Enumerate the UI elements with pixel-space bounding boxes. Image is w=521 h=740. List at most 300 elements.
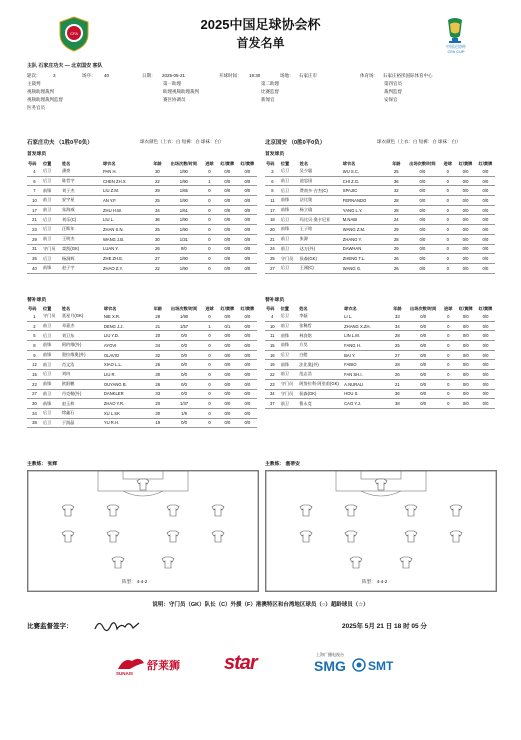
table-cell: 后卫 — [42, 225, 61, 235]
table-cell: 守门员 — [280, 254, 299, 264]
table-cell: YU R.H. — [103, 418, 150, 428]
table-cell: 0/0 — [456, 389, 476, 399]
table-cell: 0 — [440, 176, 455, 186]
table-cell: 25 — [149, 196, 166, 206]
table-cell: 0/0 — [405, 360, 441, 370]
table-cell: 0/0 — [404, 205, 440, 215]
home-coach: 主教练： 张辉 — [27, 462, 58, 467]
table-cell: 30 — [150, 408, 167, 418]
table-cell: 0/0 — [476, 215, 495, 225]
table-cell: 0/0 — [456, 312, 476, 321]
table-cell: 0/0 — [455, 196, 476, 206]
table-cell: 0/0 — [238, 408, 257, 418]
table-cell: 29 — [27, 234, 42, 244]
table-cell: 侯森(GK) — [298, 389, 343, 399]
table-cell: 前卫 — [42, 234, 61, 244]
table-cell: 29 — [388, 244, 404, 254]
table-cell: 0/0 — [405, 321, 441, 331]
table-cell: 0/0 — [238, 399, 257, 409]
fourth-official-label: 第四官员 — [384, 81, 402, 86]
table-cell: 1/57 — [166, 321, 202, 331]
table-cell: 10 — [265, 321, 280, 331]
table-cell: 0/0 — [456, 350, 476, 360]
table-cell: 0/0 — [217, 225, 238, 235]
table-cell: 后卫 — [280, 312, 299, 321]
table-cell: ZHE ZH.E. — [102, 254, 149, 264]
table-cell: 0 — [202, 370, 217, 380]
table-cell: 0/0 — [404, 176, 440, 186]
table-cell: 4 — [27, 167, 42, 176]
table-cell: 24 — [388, 215, 404, 225]
table-cell: 0/0 — [217, 370, 238, 380]
table-cell: 0/0 — [404, 244, 440, 254]
table-cell: FANG H. — [343, 341, 389, 351]
table-cell: 1/90 — [166, 263, 202, 273]
table-cell: 22 — [149, 263, 166, 273]
table-cell: 37 — [265, 399, 280, 409]
table-cell: 0 — [440, 205, 455, 215]
table-cell: 1/90 — [166, 215, 202, 225]
home-formation-pitch — [27, 470, 259, 592]
table-cell: 前卫 — [42, 321, 61, 331]
table-cell: 0/0 — [217, 254, 238, 264]
table-cell: 前卫 — [42, 360, 61, 370]
table-cell: 守门员 — [42, 312, 61, 321]
table-cell: 0/0 — [217, 408, 238, 418]
table-row — [265, 176, 495, 186]
table-cell: 0/0 — [404, 186, 440, 196]
table-cell: 20 — [150, 331, 167, 341]
table-cell: 1 — [202, 321, 217, 331]
table-row — [27, 408, 257, 418]
table-cell: 1/90 — [166, 225, 202, 235]
table-row — [27, 350, 257, 360]
table-cell: 0/0 — [455, 225, 476, 235]
table-cell: OLAVIO — [103, 350, 150, 360]
table-cell: 17 — [27, 205, 42, 215]
table-cell: 0/0 — [238, 244, 257, 254]
table-cell: CHI Z.G. — [342, 176, 388, 186]
table-row — [265, 196, 495, 206]
table-cell: 35 — [27, 254, 42, 264]
table-cell: 1/90 — [166, 167, 202, 176]
table-cell: 0/0 — [238, 234, 257, 244]
table-cell: 1/31 — [166, 234, 202, 244]
table-row — [27, 399, 257, 409]
table-cell: 1 — [27, 312, 42, 321]
table-cell: 奥拉维奥(外) — [61, 350, 103, 360]
table-cell: 2 — [27, 321, 42, 331]
table-cell: 0/0 — [238, 389, 257, 399]
column-header: 姓名 — [61, 305, 71, 311]
table-cell: 0 — [202, 186, 217, 196]
table-cell: 0 — [202, 331, 217, 341]
table-cell: 4 — [265, 312, 280, 321]
table-cell: 0/0 — [238, 196, 257, 206]
table-cell: 前锋 — [280, 225, 299, 235]
table-cell: 邓嘉杰 — [61, 321, 103, 331]
table-cell: 0/0 — [456, 360, 476, 370]
table-row — [265, 341, 495, 351]
table-cell: LI L. — [343, 312, 389, 321]
table-cell: 0 — [440, 167, 455, 176]
table-row — [265, 350, 495, 360]
press-officer-label: 新闻官 — [261, 97, 275, 102]
home-starters-table — [27, 160, 257, 274]
table-cell: 0 — [202, 341, 217, 351]
smg-caption: 上海广播电视台 — [316, 652, 344, 657]
table-cell: 0/0 — [404, 196, 440, 206]
info-kickoff-value: 19:30 — [249, 73, 261, 78]
column-header: 红/黄牌 — [220, 305, 235, 311]
table-cell: 0 — [441, 331, 456, 341]
table-cell: 25 — [389, 341, 405, 351]
table-row — [27, 244, 257, 254]
away-kit-colors: 球衣颜色（上衣：白 短裤：白 球袜：白） — [377, 139, 461, 144]
table-cell: 白懿 — [298, 350, 343, 360]
table-cell: 20 — [150, 399, 167, 409]
table-row — [27, 225, 257, 235]
table-cell: 0/0 — [217, 244, 238, 254]
table-cell: LIU R. — [103, 370, 150, 380]
table-cell: 0/0 — [238, 379, 257, 389]
coordinator-label: 赛区协调员 — [163, 97, 186, 102]
table-row — [27, 370, 257, 380]
table-cell: 0/0 — [476, 234, 495, 244]
table-cell: 0 — [202, 254, 217, 264]
table-cell: 0 — [440, 225, 455, 235]
home-kit-colors: 球衣颜色（上衣：白 短裤：白 球袜：白） — [140, 139, 224, 144]
column-header: 姓名 — [61, 160, 71, 166]
table-cell: 栾凯(GK) — [61, 244, 102, 254]
column-header: 出场次数/时间 — [170, 160, 197, 166]
table-cell: 赵玉梓 — [61, 399, 103, 409]
table-row — [27, 215, 257, 225]
table-cell: ZHENG T.L. — [342, 254, 388, 264]
table-cell: 0/0 — [476, 331, 495, 341]
table-cell: 0/0 — [476, 360, 495, 370]
table-cell: 19 — [150, 418, 167, 428]
table-cell: 肖文浩 — [61, 360, 103, 370]
table-cell: 0/0 — [238, 360, 257, 370]
table-cell: 0/0 — [217, 331, 238, 341]
table-cell: 法比奥(外) — [298, 360, 343, 370]
info-row-1 — [27, 73, 497, 81]
table-cell: 守门员 — [280, 389, 299, 399]
table-cell: 方昊 — [298, 341, 343, 351]
table-cell: 后卫 — [42, 370, 61, 380]
column-header: 进球 — [443, 160, 452, 166]
table-cell: 0/0 — [238, 418, 257, 428]
table-cell: 0/0 — [476, 370, 495, 380]
table-cell: 1/90 — [166, 196, 202, 206]
away-starters-label: 首发球员 — [265, 152, 285, 157]
table-cell: 1/37 — [166, 399, 202, 409]
table-cell: 后卫 — [42, 331, 61, 341]
table-cell: 0/0 — [476, 389, 495, 399]
table-cell: WANG G. — [342, 263, 388, 273]
table-cell: 0/0 — [217, 205, 238, 215]
table-cell: 汪斯年 — [61, 225, 102, 235]
column-header: 年龄 — [392, 160, 401, 166]
table-cell: 12 — [27, 360, 42, 370]
table-cell: 26 — [389, 370, 405, 380]
table-cell: 0/0 — [476, 399, 495, 409]
table-cell: 朱海威 — [61, 205, 102, 215]
table-cell: 19 — [265, 360, 280, 370]
table-cell: 0 — [441, 341, 456, 351]
table-cell: 30 — [149, 167, 166, 176]
referee-label: 主裁判 — [27, 81, 41, 86]
table-cell: 36 — [388, 176, 404, 186]
table-cell: 0/0 — [238, 312, 257, 321]
column-header: 位置 — [42, 305, 52, 311]
info-row-4 — [27, 97, 497, 105]
table-cell: 0/0 — [217, 418, 238, 428]
table-cell: 刘乐(C) — [61, 215, 102, 225]
table-cell: 前锋 — [280, 205, 299, 215]
column-header: 年龄 — [153, 160, 162, 166]
table-cell: 25 — [265, 254, 280, 264]
table-row — [27, 205, 257, 215]
table-cell: 33 — [389, 312, 405, 321]
table-cell: 0 — [440, 186, 455, 196]
home-subs-table — [27, 305, 257, 428]
table-cell: ZHANG X.ZH. — [343, 321, 389, 331]
table-cell: 后卫 — [280, 186, 299, 196]
table-cell: 0/0 — [476, 186, 495, 196]
handwritten-signature — [93, 617, 143, 633]
table-cell: 6 — [265, 176, 280, 186]
table-cell: 0/0 — [405, 341, 441, 351]
table-cell: 26 — [150, 379, 167, 389]
table-cell: 0/0 — [456, 321, 476, 331]
table-row — [27, 418, 257, 428]
table-cell: 前锋 — [42, 379, 61, 389]
table-row — [27, 379, 257, 389]
table-cell: 前锋 — [42, 263, 61, 273]
column-header: 年龄 — [393, 305, 402, 311]
table-cell: 0/0 — [455, 205, 476, 215]
table-cell: 潘豪 — [61, 167, 102, 176]
table-cell: 守门员 — [280, 379, 299, 389]
table-cell: NIE X.R. — [103, 312, 150, 321]
table-cell: 16 — [265, 350, 280, 360]
info-row-5 — [27, 105, 497, 113]
table-cell: 29 — [149, 186, 166, 196]
table-cell: 15 — [265, 341, 280, 351]
sunais-lion-icon — [116, 655, 146, 671]
table-cell: 0/0 — [476, 312, 495, 321]
table-cell: 26 — [388, 254, 404, 264]
table-cell: 刘冉 — [61, 370, 103, 380]
table-cell: 0/0 — [166, 379, 202, 389]
sunais-en: SUNAIS — [116, 671, 134, 676]
column-header: 红/黄牌 — [478, 160, 493, 166]
table-cell: 0/0 — [405, 350, 441, 360]
column-header: 号码 — [266, 160, 275, 166]
table-cell: 0/0 — [476, 244, 495, 254]
match-teams-line: 主队 石家庄功夫 — 北京国安 客队 — [27, 63, 103, 69]
table-cell: 0 — [202, 350, 217, 360]
table-cell: 32 — [150, 350, 167, 360]
table-cell: 前锋 — [280, 196, 299, 206]
table-cell: DENG J.J. — [103, 321, 150, 331]
table-cell: 27 — [265, 263, 280, 273]
table-header-row — [27, 305, 257, 312]
table-cell: ZHAN S.N. — [102, 225, 149, 235]
table-cell: 29 — [388, 225, 404, 235]
table-cell: 王刚(C) — [299, 263, 342, 273]
table-cell: 张源 — [299, 234, 342, 244]
table-cell: 欧阳鹏 — [61, 379, 103, 389]
table-cell: 前锋 — [280, 341, 299, 351]
avar-label: 助理视频助理裁判 — [163, 89, 199, 94]
table-cell: 6 — [27, 176, 42, 186]
table-cell: 前卫 — [42, 205, 61, 215]
table-header-row — [265, 305, 495, 312]
table-cell: LIU L. — [102, 215, 149, 225]
info-round-value: 3 — [53, 73, 56, 78]
table-cell: 0/0 — [405, 370, 441, 380]
away-coach: 主教练： 塞蒂安 — [265, 462, 300, 467]
smg-text: SMG — [314, 658, 346, 674]
table-cell: 0/0 — [476, 225, 495, 235]
table-cell: 刘子杰 — [61, 186, 102, 196]
table-cell: 30 — [150, 370, 167, 380]
match-commissioner-label: 比赛监督 — [261, 89, 279, 94]
info-seq-value: 40 — [104, 73, 110, 78]
column-header: 年龄 — [153, 305, 162, 311]
column-header: 出场次数/时间 — [410, 305, 437, 311]
table-cell: 0 — [202, 167, 217, 176]
page-title: 2025中国足球协会杯 — [200, 17, 321, 32]
table-cell: 前锋 — [42, 341, 61, 351]
table-cell: 曹永竞 — [298, 399, 343, 409]
away-team-title: 北京国安 （0胜0平0负） — [265, 140, 326, 146]
table-cell: 0/0 — [404, 234, 440, 244]
table-cell: 27 — [389, 350, 405, 360]
column-header: 进球 — [205, 305, 214, 311]
table-cell: 0/0 — [217, 234, 238, 244]
table-cell: 0/0 — [476, 205, 495, 215]
table-cell: 林良铭 — [298, 331, 343, 341]
table-cell: 26 — [149, 244, 166, 254]
column-header: 进球 — [444, 305, 453, 311]
table-cell: 侯森(GK) — [299, 254, 342, 264]
table-cell: 0/0 — [238, 215, 257, 225]
table-cell: 0/0 — [217, 360, 238, 370]
table-header-row — [265, 160, 495, 167]
table-cell: 刘卫东 — [61, 331, 103, 341]
table-cell: 后卫 — [280, 350, 299, 360]
page-subtitle: 首发名单 — [236, 36, 285, 50]
table-header-row — [27, 160, 257, 167]
table-row — [265, 399, 495, 409]
table-cell: 7 — [27, 186, 42, 196]
table-cell: 0 — [441, 360, 456, 370]
column-header: 出场次数/时间 — [170, 305, 198, 311]
table-row — [27, 186, 257, 196]
table-cell: 0 — [202, 215, 217, 225]
table-cell: 徐鑫石 — [61, 408, 103, 418]
table-cell: 0/0 — [217, 196, 238, 206]
table-cell: 0/0 — [166, 360, 202, 370]
table-row — [27, 196, 257, 206]
table-cell: 25 — [150, 360, 167, 370]
info-stadium-value: 石家庄裕彤国际体育中心 — [383, 73, 433, 78]
table-cell: 0/0 — [217, 389, 238, 399]
table-cell: 28 — [150, 312, 167, 321]
table-cell: 1/61 — [166, 205, 202, 215]
table-cell: 0 — [202, 418, 217, 428]
table-row — [27, 234, 257, 244]
table-cell: 吴少聪 — [299, 167, 342, 176]
table-cell: 31 — [27, 244, 42, 254]
sunais-cn: 舒莱狮 — [147, 660, 180, 672]
table-cell: 27 — [149, 254, 166, 264]
table-cell: 24 — [265, 244, 280, 254]
table-cell: 0/0 — [456, 399, 476, 409]
home-starters-label: 首发球员 — [27, 152, 47, 157]
table-cell: 0/0 — [166, 331, 202, 341]
table-cell: 38 — [27, 418, 42, 428]
table-cell: 0/0 — [404, 225, 440, 235]
column-header: 红/黄牌 — [458, 305, 473, 311]
table-cell: 0/0 — [238, 321, 257, 331]
table-cell: 30 — [149, 234, 166, 244]
table-cell: 0/0 — [476, 321, 495, 331]
table-cell: 11 — [265, 331, 280, 341]
table-cell: 0/0 — [166, 244, 202, 254]
table-cell: 聂星月(GK) — [61, 312, 103, 321]
column-header: 球衣名 — [103, 305, 117, 311]
table-cell: YANG L.Y. — [342, 205, 388, 215]
table-cell: 0 — [202, 312, 217, 321]
table-cell: WANG Z.M. — [342, 225, 388, 235]
table-cell: LUAN Y. — [102, 244, 149, 254]
table-cell: 0/0 — [217, 350, 238, 360]
table-cell: 0/0 — [217, 379, 238, 389]
table-cell: 前锋 — [42, 399, 61, 409]
table-cell: ZHANG Y. — [342, 234, 388, 244]
var-supervisor-label: 视频助理裁判监督 — [27, 97, 63, 102]
table-cell: 0/0 — [476, 196, 495, 206]
table-cell: 0/0 — [405, 389, 441, 399]
info-date-label: 日期： — [142, 73, 156, 78]
table-cell: 28 — [388, 234, 404, 244]
away-starters-table — [265, 160, 495, 274]
table-row — [265, 370, 495, 380]
table-cell: 0 — [440, 254, 455, 264]
info-row-3 — [27, 89, 497, 97]
table-cell: 0/0 — [166, 341, 202, 351]
table-cell: 前锋 — [280, 331, 299, 341]
table-cell: 前锋 — [42, 350, 61, 360]
table-cell: XU L.SK — [103, 408, 150, 418]
table-cell: 0/0 — [455, 263, 476, 273]
table-row — [265, 186, 495, 196]
table-cell: 0/0 — [455, 234, 476, 244]
table-cell: 后卫 — [42, 167, 61, 176]
table-cell: AN Y.F. — [102, 196, 149, 206]
var-label: 视频助理裁判 — [27, 89, 54, 94]
table-cell: 25 — [388, 167, 404, 176]
table-cell: 0/0 — [404, 167, 440, 176]
home-formation-label: 阵型： 4-4-2 — [122, 579, 148, 584]
table-cell: 32 — [388, 186, 404, 196]
away-formation-label: 阵型： 4-4-2 — [362, 579, 388, 584]
